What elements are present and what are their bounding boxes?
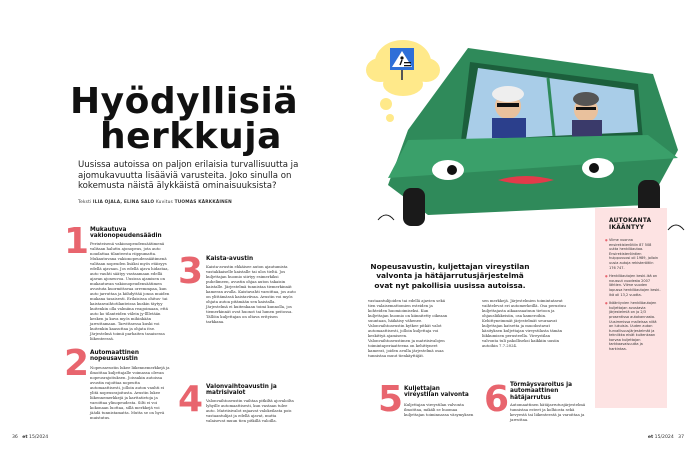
sidebar-item: ● Viime vuonna ensirekisteröitiin 87 508 uutta henkilöautoa. Ensirekisteröintien huippuvuosi oli 1989, jolloin uusia autoja rekisteröitiin 176 747. — [605, 238, 661, 270]
right-column-1-text: vastaantulijoiden tai edellä ajavien sekä tien valaisemattomien esteiden ja kohteiden huomioimiseksi. Kun kuljettajan huomio on kiinnitetty oikeaan suuntaan, häikäisy vähenee. Valonvaihtoavustin kytkee pitkät valot automaattisesti, jolloin kuljettaja voi keskittyä ajamiseen. Valonvaihtoavustimen ja matriisivalojen toimintaperiaatteena on kehittyneet kamerat, joiden avulla järjestelmä osaa tunnistaa muut tienkäyttäjät. — [368, 298, 448, 358]
right-page-number: 37 — [678, 435, 684, 440]
sidebar-title — [609, 218, 651, 231]
section-heading-2: Automaattinen nopeusavustin — [90, 350, 139, 363]
section-number-1: 1 — [64, 221, 90, 262]
byline-authors: ILIA OJALA, ELINA SALO — [92, 200, 155, 205]
section-heading-6: Törmäysvaroitus ja automaattinen hätäjarrutus — [510, 382, 573, 401]
right-issue: 15/2024 — [654, 435, 674, 440]
right-column-2-text: sen merkkejä. Järjestelmien toimintatavat vaihtelevat eri automerkeillä. Osa perustuu kuljettajasta aikaansaatuun tietoon ja ohjausliikkeisiin, osa kameroihin. Kehittyneimmät järjestelmät seuraavat kuljettajan katsetta ja muodostavat käsityksen kuljettajan vireystilasta tämän liikkumisen perusteella. Vireystilan valvonta tuli pakolliseksi kaikkiin uusiin autoihin 7.7.2024. — [482, 298, 566, 348]
section-text-5: Kuljettajan vireystilan valvonta ilmoittaa, mikäli se huomaa kuljettajan toiminnassa väsymyksen — [404, 402, 474, 417]
sidebar-box — [595, 208, 667, 408]
section-number-6: 6 — [484, 379, 510, 420]
sidebar-item: ● Ikääntyvien henkilöautojen kuljettajan avustavia järjestelmiä on jo 2/3 prosentissa autokannasta. Uusimmissa malleissa niitä on lukuisia. Uuden auton turvallisuusjärjestelmät ja tekniikka eivät kuitenkaan korvaa kuljettajan tarkkaavaisuutta ja harkintaa. — [605, 301, 661, 352]
section-number-5: 5 — [378, 379, 404, 420]
section-text-2: Nopeusavustin lukee liikennemerkkejä ja ilmoittaa kuljettajalle voimassa olevan nopeusrajoituksen. Joissakin autoissa avustin rajoittaa nopeutta automaattisesti, jolloin auton vauhti ei ylitä nopeusrajoitusta. Avustin lukee liikennemerkkejä ja karttatietoja ja varoittaa ylinopeudesta. Silti ei voi kokonaan luottaa, sillä merkkejä voi jäädä tunnistamatta. Mutta se on hyvä muistutus. — [90, 365, 170, 420]
section-number-2: 2 — [64, 343, 90, 384]
section-heading-4: Valonvaihtoavustin ja matrisivalot — [206, 384, 277, 397]
section-heading-1: Mukautuva vakionopeudensäädin — [90, 227, 162, 240]
byline-label: Teksti — [78, 200, 92, 205]
section-heading-5: Kuljettajan vireystilan valvonta — [404, 386, 469, 399]
sidebar-item: ● Henkilöautojen keski-ikä on noussut vuodesta 2007 lähtien. Viime vuoden lopussa henkilöautojen keski-ikä oli 13,2 vuotta. — [605, 274, 661, 297]
section-number-4: 4 — [178, 379, 204, 420]
byline — [78, 200, 232, 205]
left-magazine-name: et — [22, 435, 28, 440]
section-number-3: 3 — [178, 251, 204, 292]
section-heading-3: Kaista-avustin — [206, 256, 254, 262]
left-folio — [12, 435, 48, 440]
sidebar-title-line-2: IKÄÄNTYY — [609, 224, 645, 231]
pull-quote: Nopeusavustin, kuljettajan vireystilan valvonta ja hätäjarrutusjärjestelmä ovat nyt pakollisia uusissa autoissa. — [370, 262, 530, 290]
byline-illustrator: TUOMAS KÄRKKÄINEN — [174, 200, 232, 205]
section-text-1: Perinteisenä vakionopeudensäätimenä valitaan haluttu ajonopeus, jota auto noudattaa tilanteesta riippumatta. Mukautuvana vakionopeudensäätimenä valitaan nopeuden lisäksi myös etäisyys edellä ajavaan. Jos edellä ajava hidastaa, auto vauhti säätyy vastaamaan edellä ajavan ajoneuvoa. Uusissa ajamisen on mukautuvan vakionopeudensäätimen avustuta kuormittavaa orremmpaa, kun auto jarruttaa ja kiihdyttää jonoa muiden mukana tasaisesti. Erilaisissa ohitus- tai kaistanvaihtotilanteissa kuskin täytyy kuitenkin olla valmiina reagoimaan, että auto ko tilanteiden välein jy-lllletään kesken ja kuva myös mihinkään jarruttamaan. Tarvittaessa kuski voi kuitenkin kaasuttaa ja ohjata itse. Järjestelmä toimii parhaiten tasaisessa liikenteessä. — [90, 241, 170, 341]
section-text-3: Kaista-avustin ehkäisee auton ajautumista vastakkaiselle kaistalle tai ulos tieltä. Jos kuljettajan huomio siirtyy esimerkiksi puhelimeen, avustin ohjaa auton takaisin kaistalle. Järjestelmä tunnistaa tiemerkinnät kameran avulla. Kaistavahti varoittaa, jos auto on ylittämässä kaistaviivaa. Avustin voi myös ohjata autoa pitämään sen kaistalla. Järjestelmä ei kuitenkaan toimi kunnolla, jos tiemerkinnät ovat huonot tai lumen peitossa. Tällöin kuljettajan on oltava erityisen tarkkana. — [206, 264, 296, 324]
sidebar-title-line-1: AUTOKANTA — [609, 218, 652, 224]
right-page — [348, 0, 696, 450]
article-title — [70, 81, 299, 157]
sidebar-list — [605, 238, 661, 356]
lead-paragraph: Uusissa autoissa on paljon erilaisia turvallisuutta ja ajomukavuutta lisääviä varusteita. Joko sinulla on kokemusta näistä älykkäistä ominaisuuksista? — [78, 160, 299, 192]
left-page-number: 36 — [12, 435, 18, 440]
section-text-4: Valonvaihtoavustin vaihtaa pitkiltä ajovaloilta lyhyille automaattisesti, kun vastaan tulee auto. Matriisivalot rajaavat valokeilasta pois vastaantulijat ja edellä ajavat, mutta valaisevat muun tien pitkillä valoilla. — [206, 398, 294, 423]
byline-illustration-label: Kuvitus — [155, 200, 173, 205]
title-line-2: herkkuja — [100, 116, 282, 157]
right-magazine-name: et — [647, 435, 654, 440]
section-text-6: Automaattinen hätäjarrutusjärjestelmä tunnistaa esteet ja kolhiosta sekä kevyestä tai liikenteestä ja varoittaa ja jarruttaa. — [510, 402, 586, 422]
title-line-1: Hyödyllisiä — [70, 81, 299, 122]
left-issue: 15/2024 — [29, 435, 49, 440]
right-folio — [648, 435, 684, 440]
